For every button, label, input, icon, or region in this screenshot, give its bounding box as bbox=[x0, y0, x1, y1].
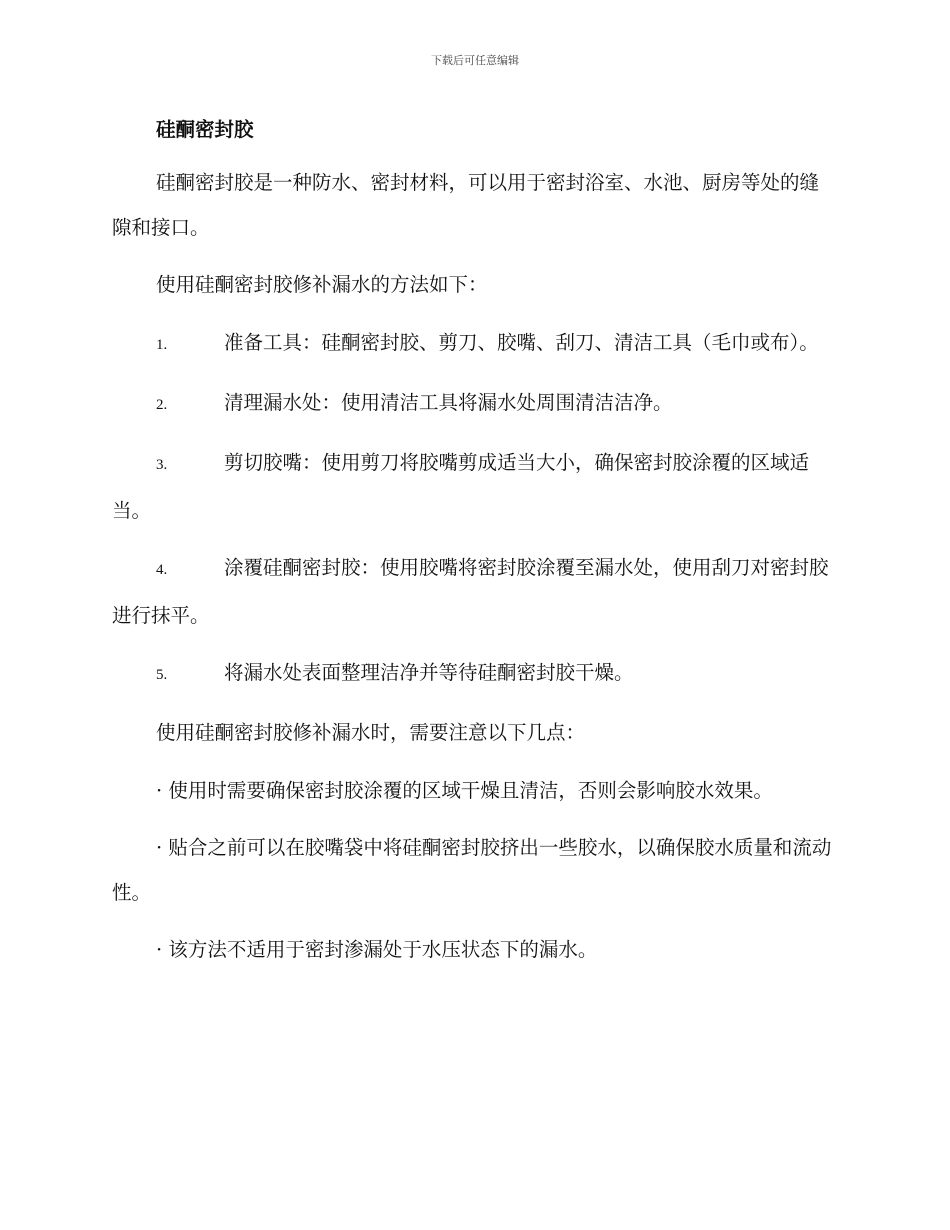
step-text: 涂覆硅酮密封胶：使用胶嘴将密封胶涂覆至漏水处，使用刮刀对密封胶进行抹平。 bbox=[112, 556, 829, 627]
step-item bbox=[112, 650, 834, 698]
step-item bbox=[112, 320, 834, 368]
step-text: 清理漏水处：使用清洁工具将漏水处周围清洁洁净。 bbox=[224, 391, 673, 414]
page-header: 下载后可任意编辑 bbox=[431, 54, 519, 67]
step-text: 准备工具：硅酮密封胶、剪刀、胶嘴、刮刀、清洁工具（毛巾或布）。 bbox=[224, 331, 819, 354]
step-item bbox=[112, 440, 834, 533]
step-text: 剪切胶嘴：使用剪刀将胶嘴剪成适当大小，确保密封胶涂覆的区域适当。 bbox=[112, 451, 810, 522]
note-item: · 该方法不适用于密封渗漏处于水压状态下的漏水。 bbox=[156, 938, 598, 961]
method-lead-paragraph: 使用硅酮密封胶修补漏水的方法如下： bbox=[156, 273, 488, 296]
step-number: 3. bbox=[156, 457, 168, 473]
intro-paragraph: 硅酮密封胶是一种防水、密封材料，可以用于密封浴室、水池、厨房等处的缝隙和接口。 bbox=[112, 171, 820, 239]
note-item: · 使用时需要确保密封胶涂覆的区域干燥且清洁，否则会影响胶水效果。 bbox=[156, 779, 773, 802]
document-title: 硅酮密封胶 bbox=[156, 118, 254, 141]
document-body bbox=[112, 112, 834, 984]
step-item bbox=[112, 380, 834, 428]
step-number: 4. bbox=[156, 562, 168, 578]
note-item: · 贴合之前可以在胶嘴袋中将硅酮密封胶挤出一些胶水，以确保胶水质量和流动性。 bbox=[112, 836, 832, 904]
step-number: 1. bbox=[156, 337, 168, 353]
step-text: 将漏水处表面整理洁净并等待硅酮密封胶干燥。 bbox=[224, 661, 634, 684]
step-number: 5. bbox=[156, 667, 168, 683]
notes-lead-paragraph: 使用硅酮密封胶修补漏水时，需要注意以下几点： bbox=[156, 721, 586, 744]
step-number: 2. bbox=[156, 397, 168, 413]
step-item bbox=[112, 545, 834, 638]
